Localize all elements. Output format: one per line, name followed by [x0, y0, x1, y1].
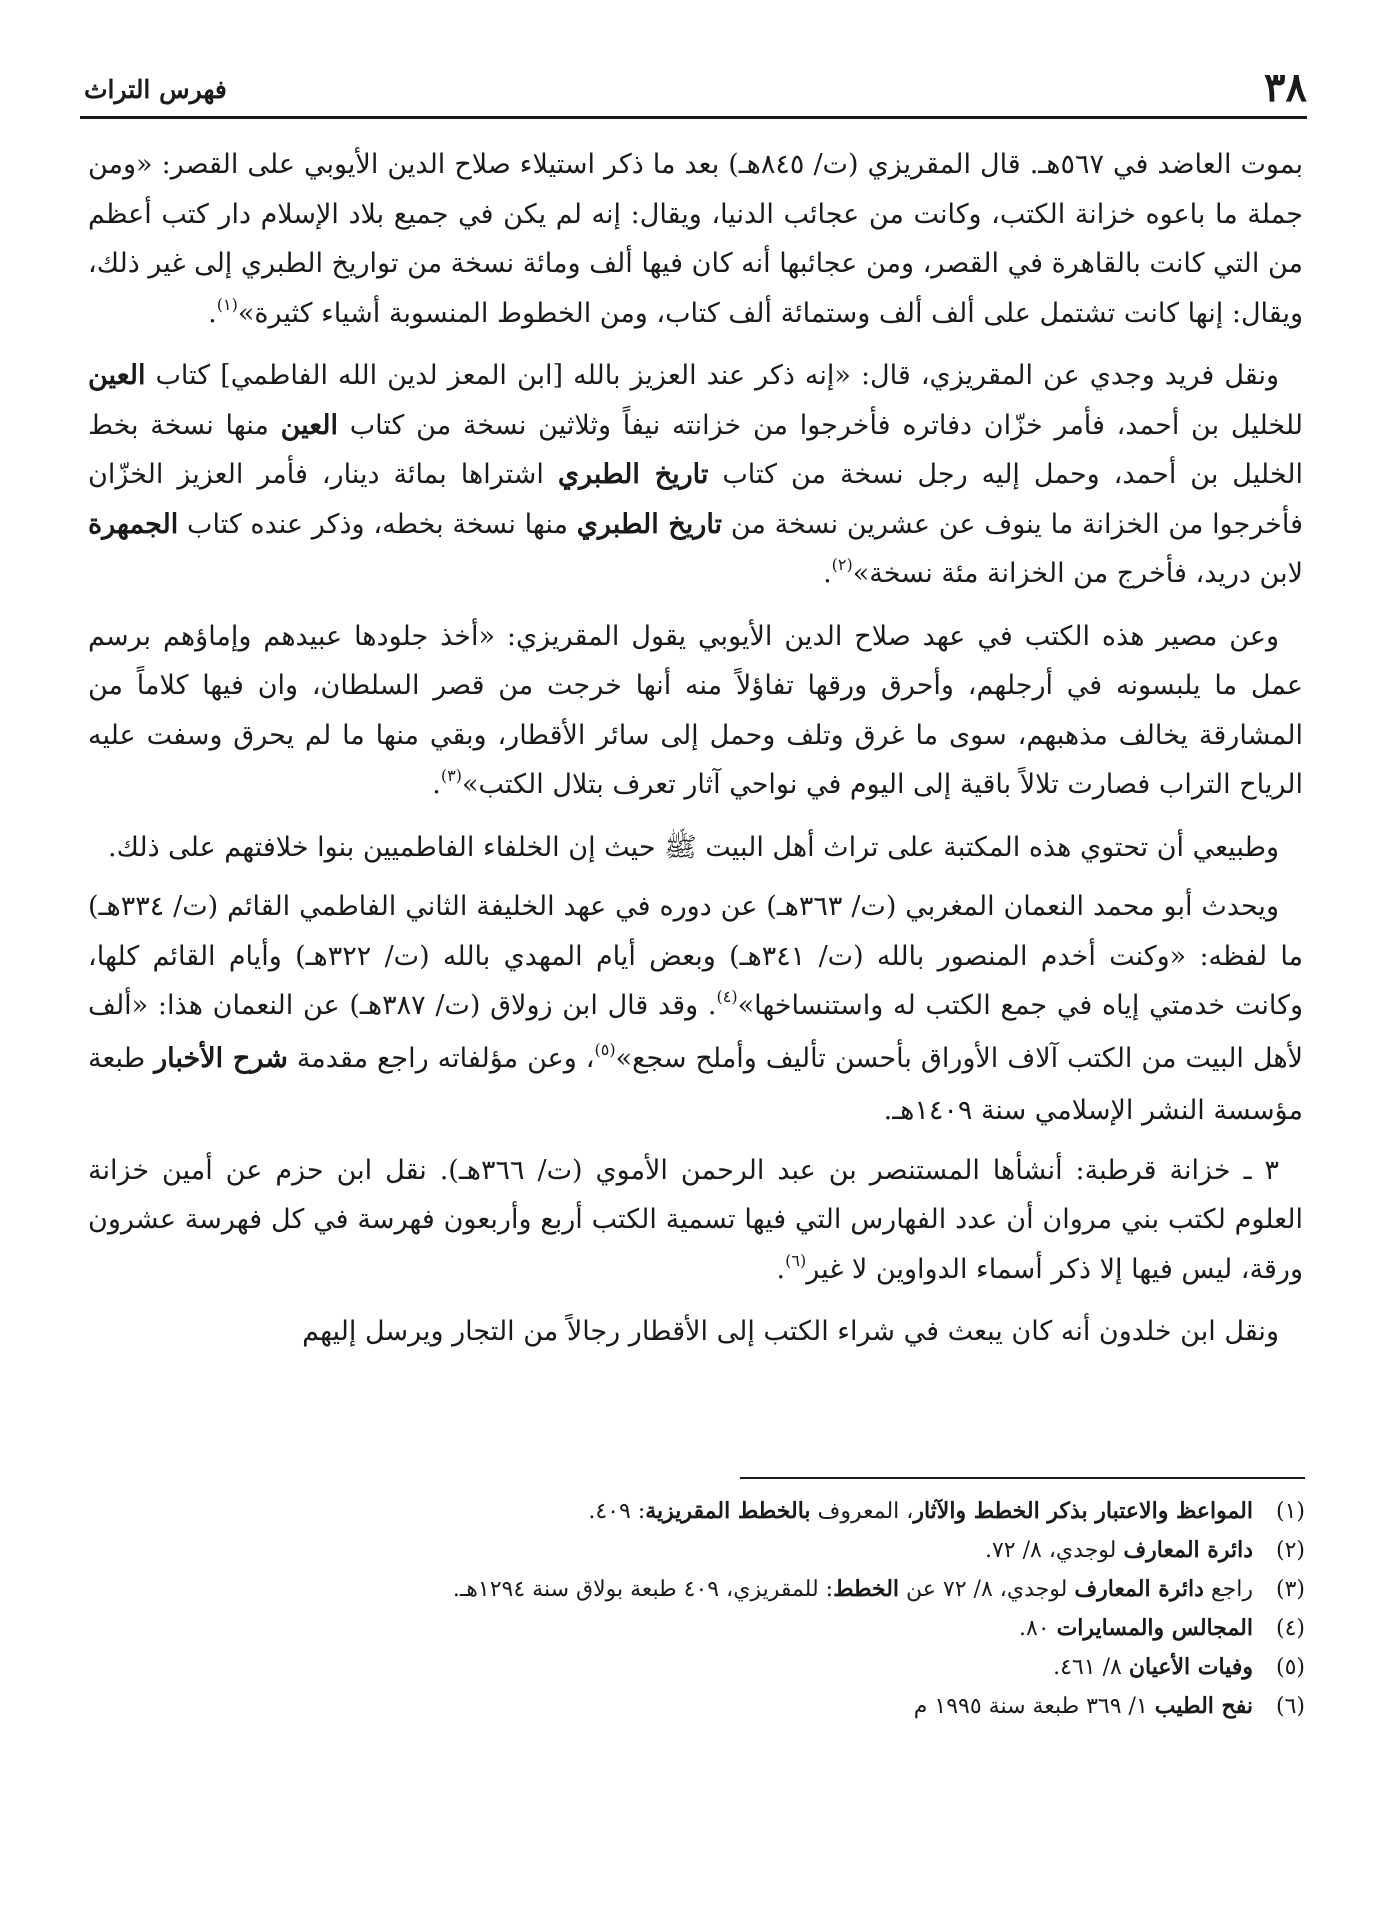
text-run: لوجدي، ٨/ ٧٢ عن [899, 1577, 1075, 1602]
text-run: وطبيعي أن تحتوي هذه المكتبة على تراث أهل البيت ﷺ حيث إن الخلفاء الفاطميين بنوا خلافتهم على ذلك. [108, 831, 1279, 863]
text-run: لابن دريد، فأخرج من الخزانة مئة نسخة» [852, 558, 1303, 589]
bold-title: المجالس والمسايرات [1056, 1615, 1253, 1641]
text-run: . [823, 558, 832, 589]
text-run: ، المعروف [810, 1499, 914, 1524]
bold-title: العين [280, 409, 339, 441]
footnote-item [205, 1648, 1305, 1687]
body-text [88, 140, 1303, 1367]
footnote-ref: (٦) [785, 1250, 807, 1270]
bold-title: المواعظ والاعتبار بذكر الخطط والآثار [913, 1498, 1253, 1524]
text-run: : ٤٠٩. [588, 1499, 646, 1524]
footnote-ref: (٥) [594, 1039, 616, 1059]
footnote-ref: (٣) [440, 766, 462, 785]
running-title: فهرس التراث [84, 75, 227, 104]
paragraph-p5 [88, 882, 1303, 1136]
text-run: . [208, 297, 217, 329]
bold-title: الجمهرة [88, 508, 179, 540]
footnote-number: (٢) [1275, 1538, 1305, 1563]
footnote-ref: (٤) [716, 987, 738, 1006]
text-run: لوجدي، ٨/ ٧٢. [984, 1538, 1124, 1563]
page-number: ٣٨ [1264, 64, 1307, 111]
bold-title: الخطط [833, 1576, 900, 1602]
header-divider [80, 116, 1307, 119]
text-run: . [776, 1253, 786, 1285]
text-run: . وقد قال ابن زولاق (ت/ ٣٨٧هـ) عن النعمان هذا: «ألف لأهل البيت من الكتب آلاف الأوراق بأحسن تأليف وأملح سجع» [88, 990, 1303, 1074]
footnote-number: (١) [1275, 1499, 1305, 1524]
text-run: ونقل فريد وجدي عن المقريزي، قال: «إنه ذكر عند العزيز بالله [ابن المعز لدين الله الفاطمي] كتاب [145, 360, 1279, 391]
bold-title: دائرة المعارف [1123, 1537, 1253, 1563]
paragraph-p7 [88, 1307, 1303, 1357]
bold-title: شرح الأخبار [154, 1042, 288, 1074]
text-run: منها نسخة بخطه، وذكر عنده كتاب [178, 508, 577, 540]
paragraph-p4 [88, 823, 1303, 873]
text-run: . [432, 769, 441, 800]
footnote-number: (٣) [1275, 1577, 1305, 1602]
footnote-ref: (٢) [831, 555, 853, 574]
text-run: بموت العاضد في ٥٦٧هـ. [1020, 149, 1303, 180]
text-run: : للمقريزي، ٤٠٩ طبعة بولاق سنة ١٢٩٤هـ. [452, 1577, 834, 1602]
paragraph-p6 [88, 1146, 1303, 1298]
bold-title: نفح الطيب [1154, 1693, 1253, 1719]
footnotes [205, 1492, 1305, 1726]
text-run: طبعة مؤسسة النشر الإسلامي سنة ١٤٠٩هـ. [88, 1042, 1303, 1126]
footnote-item [205, 1609, 1305, 1648]
footnote-ref: (١) [216, 294, 238, 314]
bold-title: العين [88, 360, 146, 391]
paragraph-p2 [88, 351, 1303, 602]
footnote-item [205, 1531, 1305, 1570]
bold-title: دائرة المعارف [1074, 1576, 1204, 1602]
text-run: اشتراها بمائة دينار، فأمر العزيز الخزّان فأخرجوا من الخزانة ما ينوف عن عشرين نسخة من [88, 459, 1303, 540]
footnote-number: (٦) [1275, 1694, 1305, 1719]
footnote-number: (٥) [1275, 1655, 1305, 1680]
bold-title: تاريخ الطبري [576, 508, 723, 540]
footnote-item [205, 1492, 1305, 1531]
text-run: راجع [1203, 1577, 1253, 1602]
text-run: منها نسخة بخط الخليل بن أحمد، وحمل إليه رجل نسخة من كتاب [88, 409, 1304, 490]
text-run: ٣ ـ خزانة قرطبة: أنشأها المستنصر بن عبد الرحمن الأموي (ت/ ٣٦٦هـ). نقل ابن حزم عن أمين خزانة العلوم لكتب بني مروان أن عدد الفهارس التي فيها تسمية الكتب أربع وأربعون فهرسة في كل فهرسة عشرون ورقة، ليس فيها إلا ذكر أسماء الدواوين لا غير [88, 1154, 1303, 1285]
footnote-item [205, 1570, 1305, 1609]
text-run: ويحدث أبو محمد النعمان المغربي (ت/ ٣٦٣هـ) عن دوره في عهد الخليفة الثاني الفاطمي القائم (ت/ ٣٣٤هـ) ما لفظه: «وكنت أخدم المنصور بالله (ت/ ٣٤١هـ) وبعض أيام المهدي بالله (ت/ ٣٢٢هـ) وأيام القائم كلها، وكانت خدمتي إياه في جمع الكتب له واستنساخها» [88, 891, 1304, 1021]
bold-title: بالخطط المقريزية [645, 1498, 811, 1524]
text-run: ، وعن مؤلفاته راجع مقدمة [287, 1042, 595, 1074]
running-head [80, 62, 1307, 114]
footnote-divider [740, 1477, 1305, 1479]
text-run: قال المقريزي (ت/ ٨٤٥هـ) بعد ما ذكر استيلاء صلاح الدين الأيوبي على القصر: «ومن جملة ما باعوه خزانة الكتب، وكانت من عجائب الدنيا، ويقال: إنه لم يكن في جميع بلاد الإسلام دار كتب أعظم من التي كانت بالقاهرة في القصر، ومن عجائبها أنه كان فيها ألف ومائة نسخة من تواريخ الطبري إلى غير ذلك، ويقال: إنها كانت تشتمل على ألف ألف وستمائة ألف كتاب، ومن الخطوط المنسوبة أشياء كثيرة» [88, 149, 1303, 329]
paragraph-p3 [88, 612, 1303, 813]
text-run: ونقل ابن خلدون أنه كان يبعث في شراء الكتب إلى الأقطار رجالاً من التجار ويرسل إليهم [302, 1316, 1279, 1347]
text-run: وعن مصير هذه الكتب في عهد صلاح الدين الأيوبي يقول المقريزي: «أخذ جلودها عبيدهم وإماؤهم برسم عمل ما يلبسونه في أرجلهم، وأحرق ورقها تفاؤلاً منه أنها خرجت من قصر السلطان، وان فيها كلاماً من المشارقة يخالف مذهبهم، سوى ما غرق وتلف وحمل إلى سائر الأقطار، وبقي منها ما لم يحرق وسفت عليه الرياح التراب فصارت تلالاً باقية إلى اليوم في نواحي آثار تعرف بتلال الكتب» [88, 620, 1303, 800]
bold-title: وفيات الأعيان [1128, 1654, 1253, 1680]
text-run: ١/ ٣٦٩ طبعة سنة ١٩٩٥ م [913, 1694, 1155, 1719]
text-run: ٨/ ٤٦١. [1053, 1655, 1129, 1680]
footnote-item [205, 1687, 1305, 1726]
text-run: للخليل بن أحمد، فأمر خزّان دفاتره فأخرجوا من خزانته نيفاً وثلاثين نسخة من كتاب [338, 409, 1303, 441]
text-run: ٨٠. [1018, 1616, 1057, 1641]
footnote-number: (٤) [1275, 1616, 1305, 1641]
bold-title: تاريخ الطبري [557, 459, 709, 490]
paragraph-p1 [88, 140, 1303, 341]
